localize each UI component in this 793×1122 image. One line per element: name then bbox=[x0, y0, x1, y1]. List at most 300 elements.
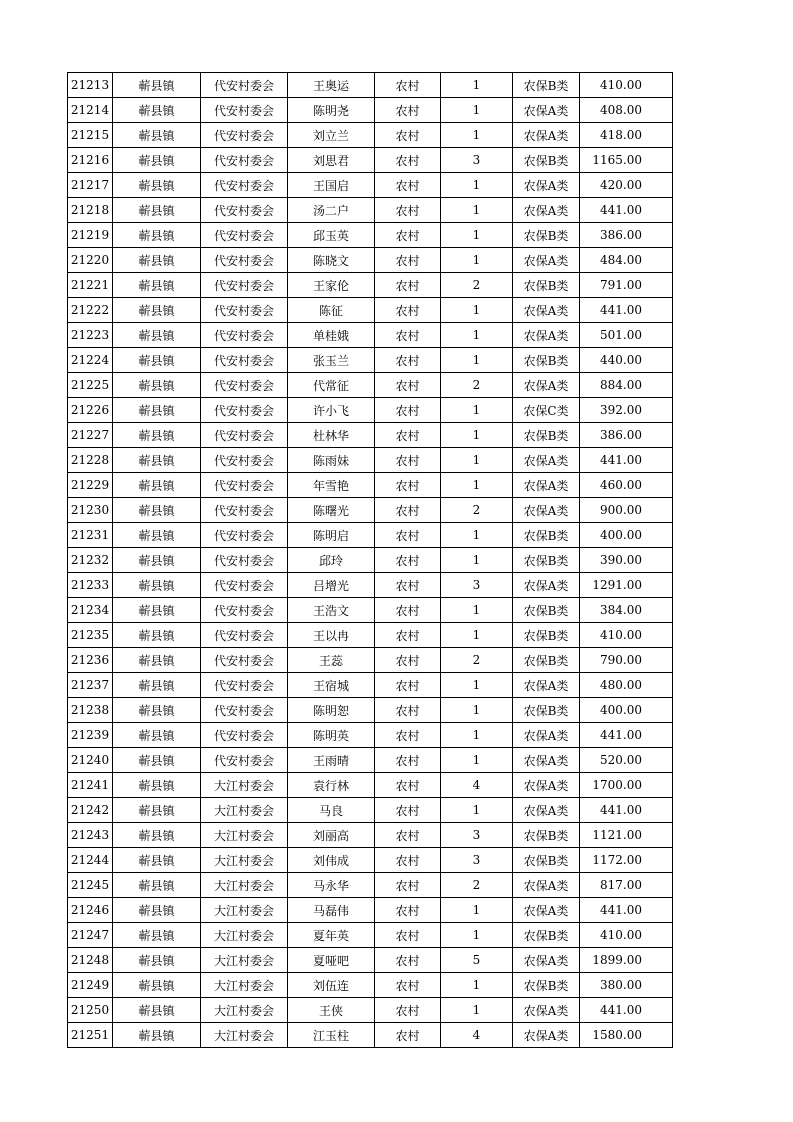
table-row bbox=[68, 623, 673, 648]
record-id-cell: 21247 bbox=[68, 923, 113, 948]
household-count-cell: 1 bbox=[441, 548, 513, 573]
household-count-cell: 1 bbox=[441, 423, 513, 448]
name-cell: 陈晓文 bbox=[288, 248, 375, 273]
household-count-cell: 3 bbox=[441, 848, 513, 873]
record-id-cell: 21222 bbox=[68, 298, 113, 323]
amount-cell: 420.00 bbox=[580, 173, 673, 198]
record-id-cell: 21224 bbox=[68, 348, 113, 373]
amount-cell: 392.00 bbox=[580, 398, 673, 423]
amount-cell: 501.00 bbox=[580, 323, 673, 348]
area-type-cell: 农村 bbox=[375, 648, 441, 673]
village-committee-cell: 代安村委会 bbox=[201, 648, 288, 673]
name-cell: 刘立兰 bbox=[288, 123, 375, 148]
village-committee-cell: 代安村委会 bbox=[201, 698, 288, 723]
village-committee-cell: 代安村委会 bbox=[201, 573, 288, 598]
name-cell: 陈明英 bbox=[288, 723, 375, 748]
name-cell: 王家伦 bbox=[288, 273, 375, 298]
village-committee-cell: 代安村委会 bbox=[201, 423, 288, 448]
household-count-cell: 1 bbox=[441, 698, 513, 723]
town-cell: 蕲县镇 bbox=[113, 273, 201, 298]
area-type-cell: 农村 bbox=[375, 798, 441, 823]
village-committee-cell: 代安村委会 bbox=[201, 273, 288, 298]
area-type-cell: 农村 bbox=[375, 598, 441, 623]
record-id-cell: 21250 bbox=[68, 998, 113, 1023]
town-cell: 蕲县镇 bbox=[113, 648, 201, 673]
insurance-category-cell: 农保B类 bbox=[513, 598, 580, 623]
name-cell: 年雪艳 bbox=[288, 473, 375, 498]
table-row bbox=[68, 123, 673, 148]
table-row bbox=[68, 73, 673, 98]
table-row bbox=[68, 98, 673, 123]
household-count-cell: 2 bbox=[441, 373, 513, 398]
record-id-cell: 21232 bbox=[68, 548, 113, 573]
household-count-cell: 2 bbox=[441, 498, 513, 523]
name-cell: 马永华 bbox=[288, 873, 375, 898]
table-row bbox=[68, 198, 673, 223]
insurance-category-cell: 农保A类 bbox=[513, 723, 580, 748]
village-committee-cell: 代安村委会 bbox=[201, 248, 288, 273]
insurance-category-cell: 农保A类 bbox=[513, 898, 580, 923]
table-row bbox=[68, 848, 673, 873]
village-committee-cell: 大江村委会 bbox=[201, 848, 288, 873]
amount-cell: 520.00 bbox=[580, 748, 673, 773]
insurance-category-cell: 农保B类 bbox=[513, 223, 580, 248]
amount-cell: 440.00 bbox=[580, 348, 673, 373]
insurance-category-cell: 农保A类 bbox=[513, 373, 580, 398]
insurance-category-cell: 农保B类 bbox=[513, 273, 580, 298]
record-id-cell: 21216 bbox=[68, 148, 113, 173]
household-count-cell: 1 bbox=[441, 798, 513, 823]
area-type-cell: 农村 bbox=[375, 698, 441, 723]
village-committee-cell: 大江村委会 bbox=[201, 948, 288, 973]
table-row bbox=[68, 698, 673, 723]
town-cell: 蕲县镇 bbox=[113, 498, 201, 523]
village-committee-cell: 代安村委会 bbox=[201, 448, 288, 473]
area-type-cell: 农村 bbox=[375, 448, 441, 473]
name-cell: 单桂娥 bbox=[288, 323, 375, 348]
record-id-cell: 21235 bbox=[68, 623, 113, 648]
record-id-cell: 21248 bbox=[68, 948, 113, 973]
insurance-category-cell: 农保B类 bbox=[513, 823, 580, 848]
town-cell: 蕲县镇 bbox=[113, 348, 201, 373]
table-row bbox=[68, 448, 673, 473]
amount-cell: 400.00 bbox=[580, 523, 673, 548]
village-committee-cell: 代安村委会 bbox=[201, 323, 288, 348]
amount-cell: 480.00 bbox=[580, 673, 673, 698]
name-cell: 王浩文 bbox=[288, 598, 375, 623]
amount-cell: 386.00 bbox=[580, 223, 673, 248]
area-type-cell: 农村 bbox=[375, 673, 441, 698]
household-count-cell: 2 bbox=[441, 648, 513, 673]
area-type-cell: 农村 bbox=[375, 373, 441, 398]
town-cell: 蕲县镇 bbox=[113, 398, 201, 423]
insurance-category-cell: 农保A类 bbox=[513, 573, 580, 598]
table-row bbox=[68, 648, 673, 673]
table-row bbox=[68, 373, 673, 398]
amount-cell: 380.00 bbox=[580, 973, 673, 998]
household-count-cell: 1 bbox=[441, 473, 513, 498]
household-count-cell: 1 bbox=[441, 723, 513, 748]
household-count-cell: 1 bbox=[441, 898, 513, 923]
amount-cell: 441.00 bbox=[580, 298, 673, 323]
amount-cell: 900.00 bbox=[580, 498, 673, 523]
household-count-cell: 4 bbox=[441, 1023, 513, 1048]
insurance-category-cell: 农保A类 bbox=[513, 798, 580, 823]
name-cell: 王以冉 bbox=[288, 623, 375, 648]
town-cell: 蕲县镇 bbox=[113, 473, 201, 498]
household-count-cell: 1 bbox=[441, 598, 513, 623]
town-cell: 蕲县镇 bbox=[113, 373, 201, 398]
name-cell: 刘伍连 bbox=[288, 973, 375, 998]
table-row bbox=[68, 723, 673, 748]
insurance-category-cell: 农保B类 bbox=[513, 698, 580, 723]
amount-cell: 441.00 bbox=[580, 198, 673, 223]
area-type-cell: 农村 bbox=[375, 973, 441, 998]
area-type-cell: 农村 bbox=[375, 748, 441, 773]
name-cell: 杜林华 bbox=[288, 423, 375, 448]
amount-cell: 441.00 bbox=[580, 448, 673, 473]
household-count-cell: 1 bbox=[441, 323, 513, 348]
household-count-cell: 1 bbox=[441, 123, 513, 148]
record-id-cell: 21218 bbox=[68, 198, 113, 223]
record-id-cell: 21244 bbox=[68, 848, 113, 873]
table-row bbox=[68, 948, 673, 973]
area-type-cell: 农村 bbox=[375, 298, 441, 323]
table-row bbox=[68, 1023, 673, 1048]
table-row bbox=[68, 973, 673, 998]
table-row bbox=[68, 223, 673, 248]
table-row bbox=[68, 273, 673, 298]
household-count-cell: 1 bbox=[441, 248, 513, 273]
area-type-cell: 农村 bbox=[375, 623, 441, 648]
area-type-cell: 农村 bbox=[375, 998, 441, 1023]
town-cell: 蕲县镇 bbox=[113, 998, 201, 1023]
amount-cell: 410.00 bbox=[580, 73, 673, 98]
name-cell: 马磊伟 bbox=[288, 898, 375, 923]
town-cell: 蕲县镇 bbox=[113, 323, 201, 348]
area-type-cell: 农村 bbox=[375, 498, 441, 523]
name-cell: 江玉柱 bbox=[288, 1023, 375, 1048]
table-row bbox=[68, 923, 673, 948]
area-type-cell: 农村 bbox=[375, 273, 441, 298]
village-committee-cell: 代安村委会 bbox=[201, 523, 288, 548]
insurance-category-cell: 农保A类 bbox=[513, 998, 580, 1023]
household-count-cell: 1 bbox=[441, 73, 513, 98]
town-cell: 蕲县镇 bbox=[113, 148, 201, 173]
town-cell: 蕲县镇 bbox=[113, 198, 201, 223]
household-count-cell: 2 bbox=[441, 273, 513, 298]
town-cell: 蕲县镇 bbox=[113, 123, 201, 148]
area-type-cell: 农村 bbox=[375, 923, 441, 948]
name-cell: 邱玲 bbox=[288, 548, 375, 573]
insurance-category-cell: 农保A类 bbox=[513, 748, 580, 773]
name-cell: 陈明尧 bbox=[288, 98, 375, 123]
amount-cell: 790.00 bbox=[580, 648, 673, 673]
name-cell: 邱玉英 bbox=[288, 223, 375, 248]
insurance-category-cell: 农保B类 bbox=[513, 623, 580, 648]
table-row bbox=[68, 898, 673, 923]
amount-cell: 408.00 bbox=[580, 98, 673, 123]
amount-cell: 1291.00 bbox=[580, 573, 673, 598]
table-row bbox=[68, 148, 673, 173]
village-committee-cell: 代安村委会 bbox=[201, 173, 288, 198]
amount-cell: 484.00 bbox=[580, 248, 673, 273]
insurance-category-cell: 农保B类 bbox=[513, 73, 580, 98]
insurance-category-cell: 农保A类 bbox=[513, 448, 580, 473]
household-count-cell: 1 bbox=[441, 523, 513, 548]
table-row bbox=[68, 798, 673, 823]
insurance-category-cell: 农保A类 bbox=[513, 198, 580, 223]
area-type-cell: 农村 bbox=[375, 873, 441, 898]
insurance-category-cell: 农保B类 bbox=[513, 973, 580, 998]
record-id-cell: 21242 bbox=[68, 798, 113, 823]
amount-cell: 418.00 bbox=[580, 123, 673, 148]
name-cell: 王雨晴 bbox=[288, 748, 375, 773]
record-id-cell: 21219 bbox=[68, 223, 113, 248]
insurance-category-cell: 农保A类 bbox=[513, 323, 580, 348]
amount-cell: 384.00 bbox=[580, 598, 673, 623]
village-committee-cell: 代安村委会 bbox=[201, 198, 288, 223]
town-cell: 蕲县镇 bbox=[113, 673, 201, 698]
record-id-cell: 21233 bbox=[68, 573, 113, 598]
table-row bbox=[68, 998, 673, 1023]
household-count-cell: 1 bbox=[441, 198, 513, 223]
village-committee-cell: 代安村委会 bbox=[201, 73, 288, 98]
village-committee-cell: 代安村委会 bbox=[201, 98, 288, 123]
name-cell: 代常征 bbox=[288, 373, 375, 398]
household-count-cell: 1 bbox=[441, 173, 513, 198]
insurance-category-cell: 农保B类 bbox=[513, 423, 580, 448]
town-cell: 蕲县镇 bbox=[113, 298, 201, 323]
household-count-cell: 1 bbox=[441, 748, 513, 773]
area-type-cell: 农村 bbox=[375, 123, 441, 148]
record-id-cell: 21213 bbox=[68, 73, 113, 98]
village-committee-cell: 大江村委会 bbox=[201, 1023, 288, 1048]
village-committee-cell: 代安村委会 bbox=[201, 498, 288, 523]
area-type-cell: 农村 bbox=[375, 1023, 441, 1048]
table-row bbox=[68, 248, 673, 273]
town-cell: 蕲县镇 bbox=[113, 423, 201, 448]
amount-cell: 441.00 bbox=[580, 998, 673, 1023]
amount-cell: 410.00 bbox=[580, 923, 673, 948]
name-cell: 王国启 bbox=[288, 173, 375, 198]
insurance-category-cell: 农保A类 bbox=[513, 98, 580, 123]
area-type-cell: 农村 bbox=[375, 423, 441, 448]
area-type-cell: 农村 bbox=[375, 73, 441, 98]
village-committee-cell: 大江村委会 bbox=[201, 973, 288, 998]
household-count-cell: 1 bbox=[441, 923, 513, 948]
record-id-cell: 21221 bbox=[68, 273, 113, 298]
amount-cell: 400.00 bbox=[580, 698, 673, 723]
amount-cell: 460.00 bbox=[580, 473, 673, 498]
village-committee-cell: 代安村委会 bbox=[201, 148, 288, 173]
name-cell: 马良 bbox=[288, 798, 375, 823]
insurance-category-cell: 农保A类 bbox=[513, 298, 580, 323]
name-cell: 王宿城 bbox=[288, 673, 375, 698]
household-count-cell: 1 bbox=[441, 348, 513, 373]
table-row bbox=[68, 423, 673, 448]
name-cell: 夏年英 bbox=[288, 923, 375, 948]
town-cell: 蕲县镇 bbox=[113, 973, 201, 998]
record-id-cell: 21239 bbox=[68, 723, 113, 748]
table-row bbox=[68, 773, 673, 798]
area-type-cell: 农村 bbox=[375, 348, 441, 373]
town-cell: 蕲县镇 bbox=[113, 73, 201, 98]
town-cell: 蕲县镇 bbox=[113, 848, 201, 873]
record-id-cell: 21215 bbox=[68, 123, 113, 148]
village-committee-cell: 大江村委会 bbox=[201, 873, 288, 898]
record-id-cell: 21243 bbox=[68, 823, 113, 848]
insurance-category-cell: 农保B类 bbox=[513, 348, 580, 373]
table-row bbox=[68, 298, 673, 323]
table-row bbox=[68, 323, 673, 348]
area-type-cell: 农村 bbox=[375, 898, 441, 923]
village-committee-cell: 大江村委会 bbox=[201, 923, 288, 948]
amount-cell: 791.00 bbox=[580, 273, 673, 298]
household-count-cell: 1 bbox=[441, 623, 513, 648]
area-type-cell: 农村 bbox=[375, 573, 441, 598]
insurance-category-cell: 农保B类 bbox=[513, 648, 580, 673]
area-type-cell: 农村 bbox=[375, 398, 441, 423]
household-count-cell: 1 bbox=[441, 398, 513, 423]
name-cell: 陈明恕 bbox=[288, 698, 375, 723]
name-cell: 刘丽高 bbox=[288, 823, 375, 848]
insurance-category-cell: 农保B类 bbox=[513, 148, 580, 173]
town-cell: 蕲县镇 bbox=[113, 598, 201, 623]
town-cell: 蕲县镇 bbox=[113, 723, 201, 748]
town-cell: 蕲县镇 bbox=[113, 623, 201, 648]
table-row bbox=[68, 473, 673, 498]
insurance-category-cell: 农保A类 bbox=[513, 948, 580, 973]
amount-cell: 884.00 bbox=[580, 373, 673, 398]
table-row bbox=[68, 173, 673, 198]
town-cell: 蕲县镇 bbox=[113, 248, 201, 273]
town-cell: 蕲县镇 bbox=[113, 523, 201, 548]
table-row bbox=[68, 673, 673, 698]
town-cell: 蕲县镇 bbox=[113, 223, 201, 248]
village-committee-cell: 代安村委会 bbox=[201, 598, 288, 623]
village-committee-cell: 代安村委会 bbox=[201, 723, 288, 748]
household-count-cell: 4 bbox=[441, 773, 513, 798]
name-cell: 陈雨妹 bbox=[288, 448, 375, 473]
area-type-cell: 农村 bbox=[375, 848, 441, 873]
table-row bbox=[68, 823, 673, 848]
amount-cell: 1165.00 bbox=[580, 148, 673, 173]
amount-cell: 1580.00 bbox=[580, 1023, 673, 1048]
insurance-category-cell: 农保A类 bbox=[513, 248, 580, 273]
village-committee-cell: 代安村委会 bbox=[201, 623, 288, 648]
name-cell: 王奥运 bbox=[288, 73, 375, 98]
record-id-cell: 21236 bbox=[68, 648, 113, 673]
village-committee-cell: 代安村委会 bbox=[201, 123, 288, 148]
name-cell: 张玉兰 bbox=[288, 348, 375, 373]
area-type-cell: 农村 bbox=[375, 773, 441, 798]
table-row bbox=[68, 748, 673, 773]
town-cell: 蕲县镇 bbox=[113, 1023, 201, 1048]
village-committee-cell: 大江村委会 bbox=[201, 898, 288, 923]
area-type-cell: 农村 bbox=[375, 148, 441, 173]
record-id-cell: 21223 bbox=[68, 323, 113, 348]
village-committee-cell: 代安村委会 bbox=[201, 373, 288, 398]
town-cell: 蕲县镇 bbox=[113, 873, 201, 898]
area-type-cell: 农村 bbox=[375, 548, 441, 573]
record-id-cell: 21238 bbox=[68, 698, 113, 723]
town-cell: 蕲县镇 bbox=[113, 773, 201, 798]
amount-cell: 1121.00 bbox=[580, 823, 673, 848]
area-type-cell: 农村 bbox=[375, 823, 441, 848]
town-cell: 蕲县镇 bbox=[113, 898, 201, 923]
insurance-category-cell: 农保A类 bbox=[513, 473, 580, 498]
record-id-cell: 21229 bbox=[68, 473, 113, 498]
name-cell: 王蕊 bbox=[288, 648, 375, 673]
insurance-category-cell: 农保C类 bbox=[513, 398, 580, 423]
area-type-cell: 农村 bbox=[375, 473, 441, 498]
area-type-cell: 农村 bbox=[375, 198, 441, 223]
table-row bbox=[68, 548, 673, 573]
name-cell: 刘思君 bbox=[288, 148, 375, 173]
record-id-cell: 21241 bbox=[68, 773, 113, 798]
name-cell: 吕增光 bbox=[288, 573, 375, 598]
name-cell: 陈征 bbox=[288, 298, 375, 323]
name-cell: 许小飞 bbox=[288, 398, 375, 423]
record-id-cell: 21226 bbox=[68, 398, 113, 423]
household-count-cell: 1 bbox=[441, 673, 513, 698]
amount-cell: 1700.00 bbox=[580, 773, 673, 798]
name-cell: 刘伟成 bbox=[288, 848, 375, 873]
insurance-category-cell: 农保B类 bbox=[513, 548, 580, 573]
village-committee-cell: 大江村委会 bbox=[201, 773, 288, 798]
area-type-cell: 农村 bbox=[375, 98, 441, 123]
household-count-cell: 5 bbox=[441, 948, 513, 973]
area-type-cell: 农村 bbox=[375, 223, 441, 248]
insurance-category-cell: 农保A类 bbox=[513, 873, 580, 898]
record-id-cell: 21249 bbox=[68, 973, 113, 998]
table-row bbox=[68, 523, 673, 548]
village-committee-cell: 代安村委会 bbox=[201, 298, 288, 323]
record-id-cell: 21227 bbox=[68, 423, 113, 448]
table-row bbox=[68, 873, 673, 898]
area-type-cell: 农村 bbox=[375, 523, 441, 548]
village-committee-cell: 代安村委会 bbox=[201, 548, 288, 573]
town-cell: 蕲县镇 bbox=[113, 948, 201, 973]
village-committee-cell: 大江村委会 bbox=[201, 998, 288, 1023]
village-committee-cell: 代安村委会 bbox=[201, 223, 288, 248]
household-count-cell: 1 bbox=[441, 448, 513, 473]
household-count-cell: 1 bbox=[441, 298, 513, 323]
town-cell: 蕲县镇 bbox=[113, 748, 201, 773]
household-count-cell: 1 bbox=[441, 223, 513, 248]
household-count-cell: 1 bbox=[441, 973, 513, 998]
village-committee-cell: 代安村委会 bbox=[201, 473, 288, 498]
insurance-category-cell: 农保A类 bbox=[513, 673, 580, 698]
village-committee-cell: 代安村委会 bbox=[201, 673, 288, 698]
records-table bbox=[67, 72, 673, 1048]
amount-cell: 441.00 bbox=[580, 723, 673, 748]
insurance-category-cell: 农保A类 bbox=[513, 498, 580, 523]
insurance-category-cell: 农保A类 bbox=[513, 773, 580, 798]
household-count-cell: 2 bbox=[441, 873, 513, 898]
record-id-cell: 21251 bbox=[68, 1023, 113, 1048]
area-type-cell: 农村 bbox=[375, 323, 441, 348]
insurance-category-cell: 农保B类 bbox=[513, 848, 580, 873]
name-cell: 王侠 bbox=[288, 998, 375, 1023]
insurance-category-cell: 农保B类 bbox=[513, 523, 580, 548]
amount-cell: 441.00 bbox=[580, 798, 673, 823]
amount-cell: 817.00 bbox=[580, 873, 673, 898]
table-row bbox=[68, 398, 673, 423]
town-cell: 蕲县镇 bbox=[113, 548, 201, 573]
table-row bbox=[68, 348, 673, 373]
